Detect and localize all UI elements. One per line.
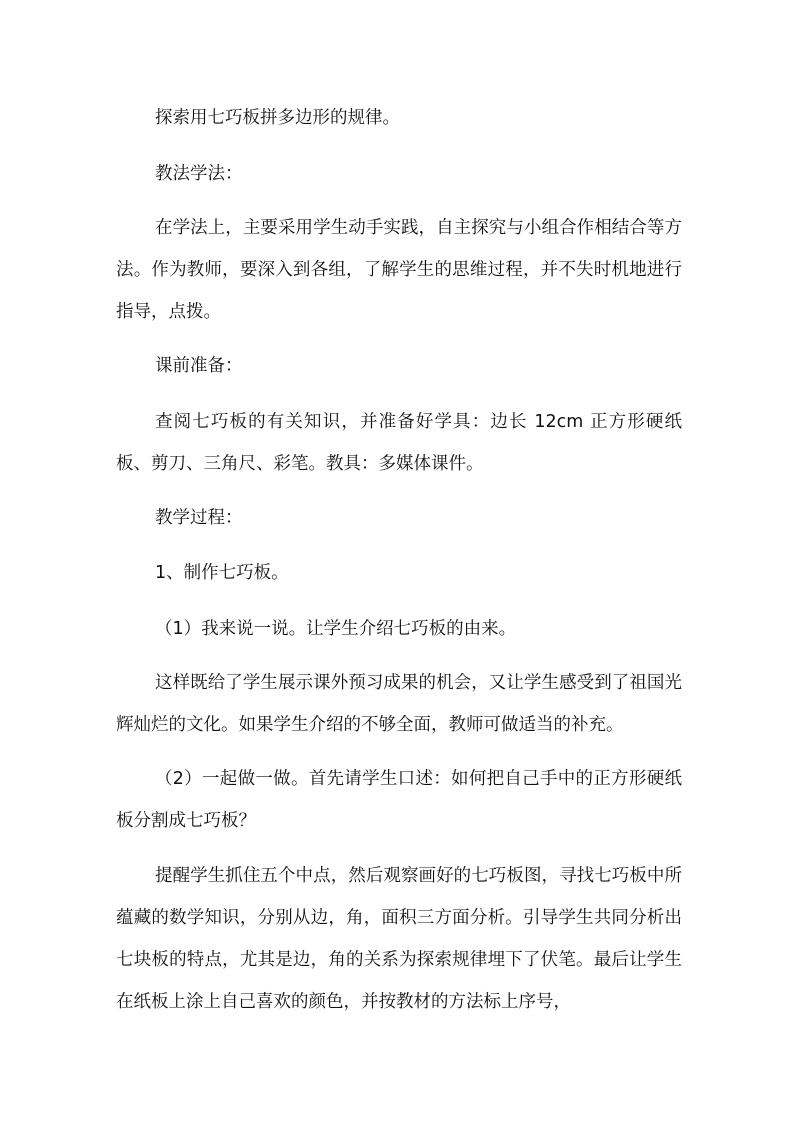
heading-teaching-methods: 教法学法： <box>155 164 243 184</box>
paragraph-preparation: 查阅七巧板的有关知识，并准备好学具：边长 12cm 正方形硬纸板、剪刀、三角尺、彩笔。教具：多媒体课件。 <box>116 412 682 474</box>
paragraph-culture: 这样既给了学生展示课外预习成果的机会，又让学生感受到了祖国光辉灿烂的文化。如果学生介绍的不够全面，教师可做适当的补充。 <box>116 673 682 735</box>
paragraph-explore-rule: 探索用七巧板拼多边形的规律。 <box>155 108 400 128</box>
step-2-do: （2）一起做一做。首先请学生口述：如何把自己手中的正方形硬纸板分割成七巧板？ <box>116 769 682 831</box>
heading-teaching-process: 教学过程： <box>155 508 243 528</box>
step-1-say: （1）我来说一说。让学生介绍七巧板的由来。 <box>155 619 517 639</box>
heading-preparation: 课前准备： <box>155 356 243 376</box>
step-make-tangram: 1、制作七巧板。 <box>155 563 289 583</box>
paragraph-midpoints: 提醒学生抓住五个中点，然后观察画好的七巧板图，寻找七巧板中所蕴藏的数学知识，分别从边，角，面积三方面分析。引导学生共同分析出七块板的特点，尤其是边，角的关系为探索规律埋下了伏笔。最后让学生在纸板上涂上自己喜欢的颜色，并按教材的方法标上序号， <box>116 866 682 1012</box>
paragraph-learning-methods: 在学法上，主要采用学生动手实践，自主探究与小组合作相结合等方法。作为教师，要深入到各组，了解学生的思维过程，并不失时机地进行指导，点拨。 <box>116 218 682 322</box>
